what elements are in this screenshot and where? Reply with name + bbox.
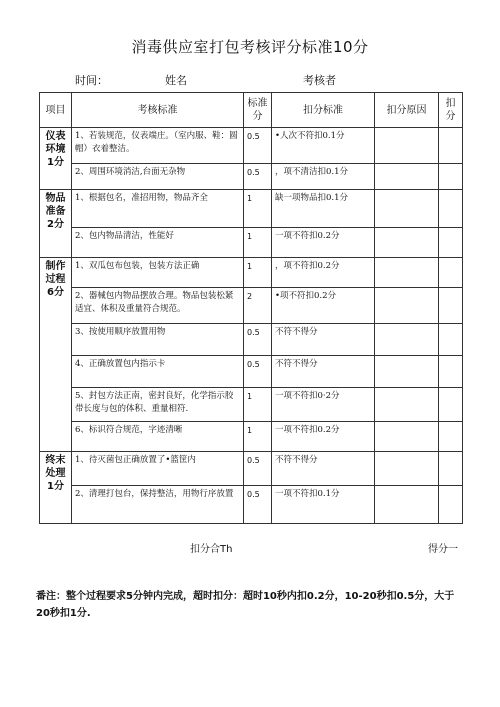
criterion-cell: 2、周围环境消洁,台面无杂物 [72, 164, 244, 190]
deduction-cell: ，项不清洁扣0.1分 [272, 164, 375, 190]
standard-cell: 1 [244, 228, 272, 258]
score-label: 得分一 [428, 544, 458, 555]
reason-cell [375, 128, 439, 164]
reason-cell [375, 228, 439, 258]
reason-cell [375, 452, 439, 486]
standard-cell: 0.5 [244, 164, 272, 190]
score-table [39, 92, 463, 524]
reason-cell [375, 324, 439, 356]
standard-cell: 0.5 [244, 356, 272, 388]
points-cell [439, 228, 463, 258]
header-deduction-reason: 扣分原因 [375, 93, 439, 128]
deduction-cell: 不符不得分 [272, 356, 375, 388]
points-cell [439, 258, 463, 288]
category-cell: 制作过程6分 [40, 258, 72, 452]
deduction-cell: ，项不符扣0.2分 [272, 258, 375, 288]
points-cell [439, 452, 463, 486]
reason-cell [375, 164, 439, 190]
standard-cell: 2 [244, 288, 272, 324]
deduction-cell: 不符不得分 [272, 324, 375, 356]
table-row [40, 190, 463, 228]
table-row [40, 422, 463, 452]
category-cell: 仪表环境1分 [40, 128, 72, 190]
reason-cell [375, 190, 439, 228]
criterion-cell: 3、按使用顺序放置用物 [72, 324, 244, 356]
standard-cell: 0.5 [244, 128, 272, 164]
table-row [40, 228, 463, 258]
deduction-cell: 不符不得分 [272, 452, 375, 486]
name-label: 姓名 [165, 74, 187, 87]
reason-cell [375, 356, 439, 388]
points-cell [439, 422, 463, 452]
header-criterion: 考核标准 [72, 93, 244, 128]
points-cell [439, 388, 463, 422]
category-cell: 终末处理1分 [40, 452, 72, 524]
table-row [40, 324, 463, 356]
reason-cell [375, 258, 439, 288]
criterion-cell: 4、正确放置包内指示卡 [72, 356, 244, 388]
standard-cell: 1 [244, 258, 272, 288]
deduction-cell: 一项不符扣0·2分 [272, 388, 375, 422]
deduction-cell: •项不符扣0.2分 [272, 288, 375, 324]
criterion-cell: 2、器械包内物品摆放合理。物品包装松紧适宜、体积及重量符合规范。 [72, 288, 244, 324]
standard-cell: 1 [244, 388, 272, 422]
points-cell [439, 288, 463, 324]
deduction-cell: 一项不符扣0.1分 [272, 486, 375, 524]
criterion-cell: 1、若装规范，仪表端庄。（室内服、鞋：圆帽）衣着整洁。 [72, 128, 244, 164]
standard-cell: 1 [244, 422, 272, 452]
table-header-row [40, 93, 463, 128]
table-row [40, 128, 463, 164]
category-cell: 物品准备2分 [40, 190, 72, 258]
deduction-cell: 缺一项物品扣0.1分 [272, 190, 375, 228]
table-row [40, 258, 463, 288]
standard-cell: 0.5 [244, 452, 272, 486]
criterion-cell: 2、包内物品清洁，性能好 [72, 228, 244, 258]
criterion-cell: 2、清理打包台，保持整洁，用物行序放置 [72, 486, 244, 524]
criterion-cell: 6、标识符合规范，字迹清晰 [72, 422, 244, 452]
standard-cell: 0.5 [244, 486, 272, 524]
page-title: 消毒供应室打包考核评分标准10分 [131, 38, 369, 56]
points-cell [439, 128, 463, 164]
header-deduction: 扣分 [439, 93, 463, 128]
points-cell [439, 356, 463, 388]
header-deduction-standard: 扣分标准 [272, 93, 375, 128]
table-row [40, 288, 463, 324]
total-deduction-label: 扣分合Th [190, 544, 233, 555]
points-cell [439, 164, 463, 190]
deduction-cell: 一项不符扣0.2分 [272, 422, 375, 452]
table-row [40, 388, 463, 422]
points-cell [439, 324, 463, 356]
reason-cell [375, 288, 439, 324]
header-item: 项目 [40, 93, 72, 128]
points-cell [439, 190, 463, 228]
criterion-cell: 1、双瓜包布包装，包装方法正确 [72, 258, 244, 288]
table-row [40, 452, 463, 486]
table-row [40, 164, 463, 190]
deduction-cell: •人次不符扣0.1分 [272, 128, 375, 164]
criterion-cell: 5、封包方法正南，密封良好，化学指示胶带长度与包的体积、重量相符. [72, 388, 244, 422]
standard-cell: 1 [244, 190, 272, 228]
table-row [40, 356, 463, 388]
reason-cell [375, 422, 439, 452]
deduction-cell: 一项不符扣0.2分 [272, 228, 375, 258]
criterion-cell: 1、根据包名，准招用物，物品齐全 [72, 190, 244, 228]
reason-cell [375, 388, 439, 422]
header-standard: 标准分 [244, 93, 272, 128]
standard-cell: 0.5 [244, 324, 272, 356]
points-cell [439, 486, 463, 524]
criterion-cell: 1、待灭菌包正确放置了•篮筐内 [72, 452, 244, 486]
examiner-label: 考核者 [303, 74, 336, 87]
table-row [40, 486, 463, 524]
time-label: 时间： [75, 74, 108, 87]
reason-cell [375, 486, 439, 524]
remark-note: 番注：整个过程要求5分钟内完成，超时扣分：超时10秒内扣0.2分，10-20秒扣0.5分，大于20秒扣1分. [36, 591, 455, 619]
